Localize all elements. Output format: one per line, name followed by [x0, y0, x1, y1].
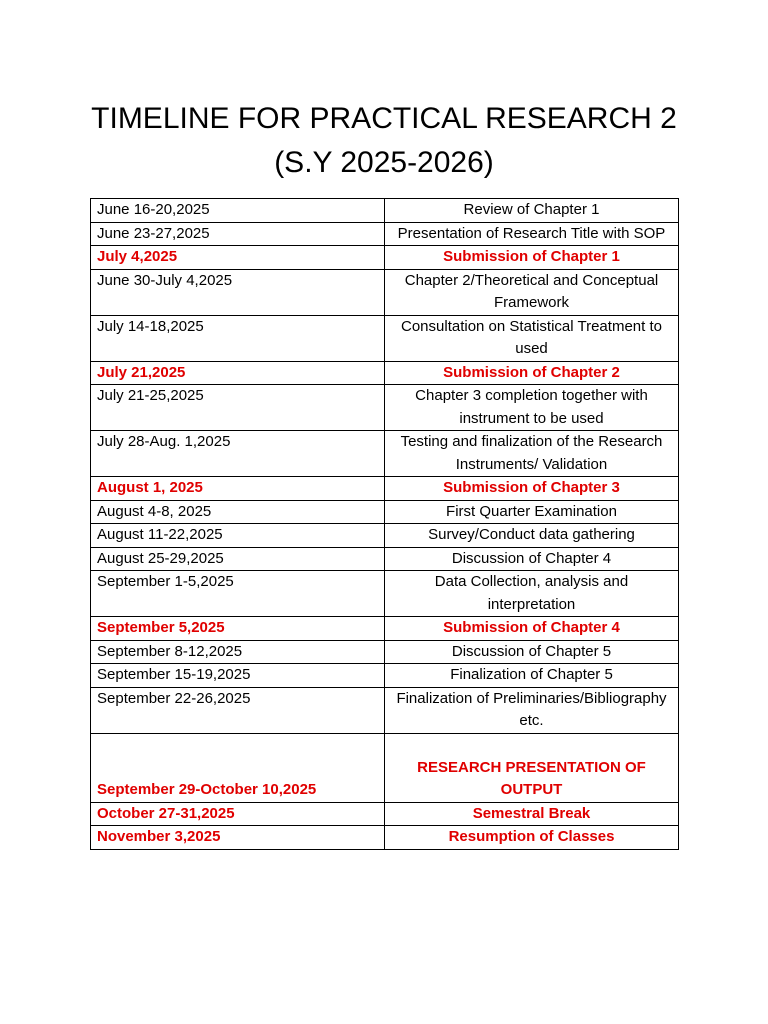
row-activity: Finalization of Chapter 5 — [385, 664, 679, 688]
row-activity: Survey/Conduct data gathering — [385, 524, 679, 548]
row-activity: Submission of Chapter 2 — [385, 361, 679, 385]
table-row — [91, 199, 679, 223]
row-activity: Chapter 3 completion together with instrument to be used — [385, 385, 679, 431]
row-activity: Finalization of Preliminaries/Bibliography etc. — [385, 687, 679, 733]
table-row — [91, 477, 679, 501]
table-row — [91, 431, 679, 477]
title-line-2: (S.Y 2025-2026) — [274, 146, 494, 179]
table-row — [91, 269, 679, 315]
timeline-table — [90, 198, 679, 850]
row-date: June 23-27,2025 — [91, 222, 385, 246]
title-line-1: TIMELINE FOR PRACTICAL RESEARCH 2 — [91, 102, 677, 135]
row-date: September 5,2025 — [91, 617, 385, 641]
row-activity: Discussion of Chapter 5 — [385, 640, 679, 664]
row-activity: Discussion of Chapter 4 — [385, 547, 679, 571]
row-date: September 29-October 10,2025 — [91, 733, 385, 802]
row-activity: Semestral Break — [385, 802, 679, 826]
row-activity: Review of Chapter 1 — [385, 199, 679, 223]
row-date: July 4,2025 — [91, 246, 385, 270]
row-activity: Submission of Chapter 4 — [385, 617, 679, 641]
row-activity: Consultation on Statistical Treatment to used — [385, 315, 679, 361]
row-activity: Presentation of Research Title with SOP — [385, 222, 679, 246]
table-row — [91, 664, 679, 688]
table-row — [91, 640, 679, 664]
table-row — [91, 524, 679, 548]
row-date: June 16-20,2025 — [91, 199, 385, 223]
table-row — [91, 802, 679, 826]
row-date: August 25-29,2025 — [91, 547, 385, 571]
row-date: July 21-25,2025 — [91, 385, 385, 431]
row-date: September 8-12,2025 — [91, 640, 385, 664]
table-row — [91, 826, 679, 850]
row-date: September 1-5,2025 — [91, 571, 385, 617]
table-row — [91, 500, 679, 524]
table-row — [91, 222, 679, 246]
table-row — [91, 361, 679, 385]
table-row — [91, 246, 679, 270]
table-row — [91, 571, 679, 617]
row-date: September 22-26,2025 — [91, 687, 385, 733]
row-activity: First Quarter Examination — [385, 500, 679, 524]
row-date: September 15-19,2025 — [91, 664, 385, 688]
row-date: July 28-Aug. 1,2025 — [91, 431, 385, 477]
row-date: October 27-31,2025 — [91, 802, 385, 826]
timeline-table-body — [91, 199, 679, 850]
document-title — [0, 97, 768, 185]
row-date: August 11-22,2025 — [91, 524, 385, 548]
row-date: July 21,2025 — [91, 361, 385, 385]
row-date: August 1, 2025 — [91, 477, 385, 501]
row-date: November 3,2025 — [91, 826, 385, 850]
row-date: July 14-18,2025 — [91, 315, 385, 361]
row-activity: Resumption of Classes — [385, 826, 679, 850]
table-row — [91, 315, 679, 361]
table-row — [91, 687, 679, 733]
row-activity: Submission of Chapter 3 — [385, 477, 679, 501]
table-row — [91, 385, 679, 431]
row-activity: Testing and finalization of the Research Instruments/ Validation — [385, 431, 679, 477]
table-row — [91, 547, 679, 571]
row-activity: RESEARCH PRESENTATION OF OUTPUT — [385, 733, 679, 802]
table-row — [91, 617, 679, 641]
row-activity: Data Collection, analysis and interpretation — [385, 571, 679, 617]
table-row — [91, 733, 679, 802]
row-date: June 30-July 4,2025 — [91, 269, 385, 315]
row-activity: Submission of Chapter 1 — [385, 246, 679, 270]
row-date: August 4-8, 2025 — [91, 500, 385, 524]
row-activity: Chapter 2/Theoretical and Conceptual Framework — [385, 269, 679, 315]
